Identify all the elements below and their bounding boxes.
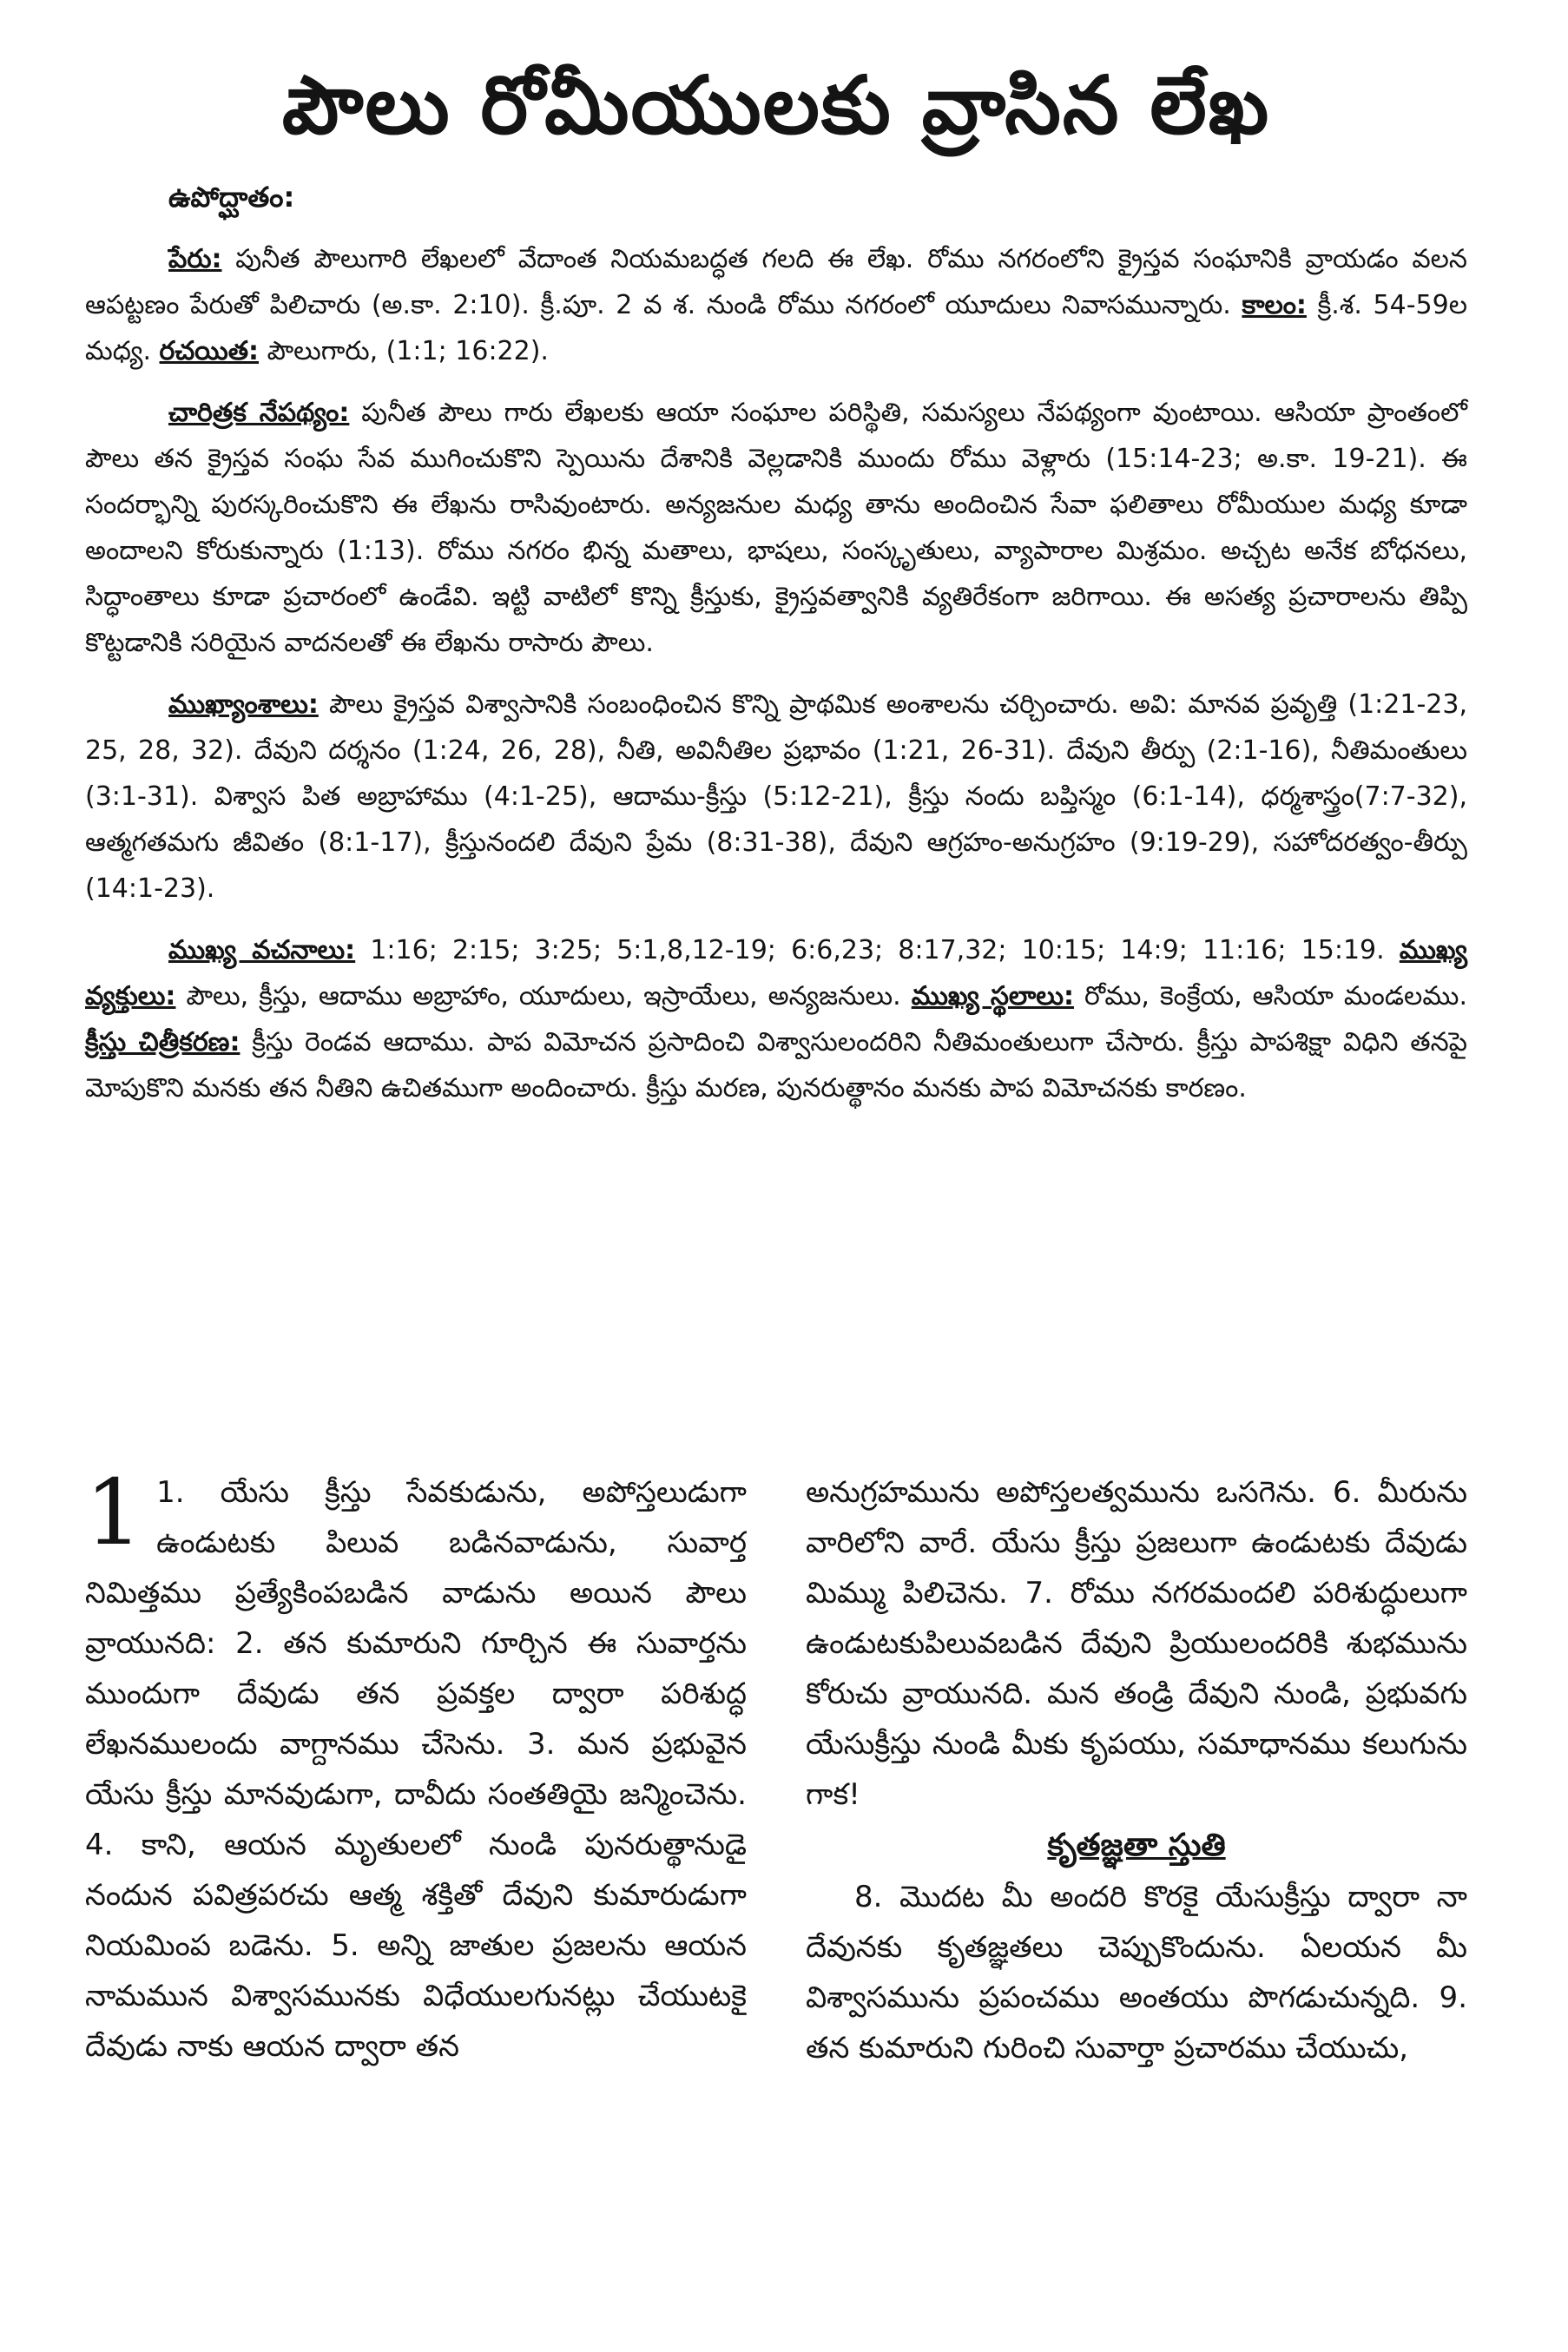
- themes-text: పౌలు క్రైస్తవ విశ్వాసానికి సంబంధించిన కొన్ని ప్రాథమిక అంశాలను చర్చించారు. అవి: మానవ ప్రవృత్తి (1:21-23, 25, 28, 32). దేవుని దర్శనం (1:24, 26, 28), నీతి, అవినీతిల ప్రభావం (1:21, 26-31). దేవుని తీర్పు (2:1-16), నీతిమంతులు (3:1-31). విశ్వాస పిత అబ్రాహాము (4:1-25), ఆదాము-క్రీస్తు (5:12-21), క్రీస్తు నందు బప్తిస్మం (6:1-14), ధర్మశాస్త్రం(7:7-32), ఆత్మగతమగు జీవితం (8:1-17), క్రీస్తునందలి దేవుని ప్రేమ (8:31-38), దేవుని ఆగ్రహం-అనుగ్రహం (9:19-29), సహోదరత్వం-తీర్పు (14:1-23).: [85, 689, 1467, 904]
- time-text: క్రీ.శ. 54-59ల మధ్య.: [85, 290, 1467, 366]
- verses-8-9-text: 8. మొదట మీ అందరి కొరకై యేసుక్రీస్తు ద్వారా నా దేవునకు కృతజ్ఞతలు చెప్పుకొందును. ఏలయన మీ విశ్వాసమును ప్రపంచము అంతయు పొగడుచున్నది. 9. తన కుమారుని గురించి సువార్తా ప్రచారము చేయుచు,: [806, 1880, 1467, 2065]
- page: [85, 0, 1467, 2352]
- christ-portrayal-text: క్రీస్తు రెండవ ఆదాము. పాప విమోచన ప్రసాదించి విశ్వాసులందరిని నీతిమంతులుగా చేసారు. క్రీస్తు పాపశిక్షా విధిని తనపై మోపుకొని మనకు తన నీతిని ఉచితముగా అందించారు. క్రీస్తు మరణ, పునరుత్థానం మనకు పాప విమోచనకు కారణం.: [85, 1027, 1467, 1104]
- introduction: [85, 174, 1467, 1111]
- intro-paragraph-background: [85, 390, 1467, 666]
- key-persons-label: ముఖ్య వ్యక్తులు:: [85, 935, 1467, 1011]
- author-label: రచయిత:: [159, 336, 260, 366]
- chapter-number: 1: [85, 1459, 143, 1565]
- intro-heading: ఉపోద్ఘాతం:: [168, 181, 295, 214]
- left-column: [85, 1459, 747, 2072]
- themes-label: ముఖ్యాంశాలు:: [168, 689, 319, 720]
- right-column: [806, 1467, 1467, 2073]
- name-label: పేరు:: [168, 244, 222, 274]
- key-verses-label: ముఖ్య వచనాలు:: [168, 935, 356, 965]
- author-text: పౌలుగారు, (1:1; 16:22).: [259, 336, 549, 366]
- key-places-label: ముఖ్య స్థలాలు:: [911, 981, 1074, 1011]
- name-text: పునీత పౌలుగారి లేఖలలో వేదాంత నియమబద్ధత గలది ఈ లేఖ. రోము నగరంలోని క్రైస్తవ సంఘానికి వ్రాయడం వలన ఆపట్టణం పేరుతో పిలిచారు (అ.కా. 2:10). క్రీ.పూ. 2 వ శ. నుండి రోము నగరంలో యూదులు నివాసమున్నారు.: [85, 244, 1467, 320]
- verses-5-7-text: అనుగ్రహమును అపోస్తలత్వమును ఒసగెను. 6. మీరును వారిలోని వారే. యేసు క్రీస్తు ప్రజలుగా ఉండుటకు దేవుడు మిమ్ము పిలిచెను. 7. రోము నగరమందలి పరిశుద్ధులుగా ఉండుటకుపిలువబడిన దేవుని ప్రియులందరికి శుభమును కోరుచు వ్రాయునది. మన తండ్రి దేవుని నుండి, ప్రభువగు యేసుక్రీస్తు నుండి మీకు కృపయు, సమాధానము కలుగును గాక!: [806, 1475, 1467, 1812]
- page-title: పౌలు రోమీయులకు వ్రాసిన లేఖ: [281, 59, 1271, 152]
- intro-paragraph-key-facts: [85, 927, 1467, 1111]
- christ-portrayal-label: క్రీస్తు చిత్రీకరణ:: [85, 1027, 240, 1057]
- key-persons-text: పౌలు, క్రీస్తు, ఆదాము అబ్రాహాం, యూదులు, ఇస్రాయేలు, అన్యజనులు.: [175, 981, 912, 1011]
- key-places-text: రోము, కెంక్రేయ, ఆసియా మండలము.: [1073, 981, 1467, 1011]
- background-label: చారిత్రక నేపథ్యం:: [168, 398, 350, 428]
- background-text: పునీత పౌలు గారు లేఖలకు ఆయా సంఘాల పరిస్థితి, సమస్యలు నేపథ్యంగా వుంటాయి. ఆసియా ప్రాంతంలో పౌలు తన క్రైస్తవ సంఘ సేవ ముగించుకొని స్పెయిను దేశానికి వెల్లడానికి ముందు రోము వెళ్లారు (15:14-23; అ.కా. 19-21). ఈ సందర్భాన్ని పురస్కరించుకొని ఈ లేఖను రాసివుంటారు. అన్యజనుల మధ్య తాను అందించిన సేవా ఫలితాలు రోమీయుల మధ్య కూడా అందాలని కోరుకున్నారు (1:13). రోము నగరం భిన్న మతాలు, భాషలు, సంస్కృతులు, వ్యాపారాల మిశ్రమం. అచ్చట అనేక బోధనలు, సిద్ధాంతాలు కూడా ప్రచారంలో ఉండేవి. ఇట్టి వాటిలో కొన్ని క్రీస్తుకు, క్రైస్తవత్వానికి వ్యతిరేకంగా జరిగాయి. ఈ అసత్య ప్రచారాలను తిప్పి కొట్టడానికి సరియైన వాదనలతో ఈ లేఖను రాసారు పౌలు.: [85, 398, 1467, 658]
- chapter-opening-paragraph: [85, 1459, 747, 2072]
- time-label: కాలం:: [1242, 290, 1307, 320]
- chapter-body: [85, 1459, 1467, 2344]
- intro-paragraph-name: [85, 236, 1467, 374]
- verses-1-5-text: 1. యేసు క్రీస్తు సేవకుడును, అపోస్తలుడుగా ఉండుటకు పిలువ బడినవాడును, సువార్త నిమిత్తము ప్రత్యేకింపబడిన వాడును అయిన పౌలు వ్రాయునది: 2. తన కుమారుని గూర్చిన ఈ సువార్తను ముందుగా దేవుడు తన ప్రవక్తల ద్వారా పరిశుద్ధ లేఖనములందు వాగ్దానము చేసెను. 3. మన ప్రభువైన యేసు క్రీస్తు మానవుడుగా, దావీదు సంతతియై జన్మించెను. 4. కాని, ఆయన మృతులలో నుండి పునరుత్థానుడై నందున పవిత్రపరచు ఆత్మ శక్తితో దేవుని కుమారుడుగా నియమింప బడెను. 5. అన్ని జాతుల ప్రజలను ఆయన నామమున విశ్వాసమునకు విధేయులగునట్లు చేయుటకై దేవుడు నాకు ఆయన ద్వారా తన: [85, 1475, 747, 2064]
- intro-paragraph-themes: [85, 682, 1467, 912]
- section-heading-thanksgiving: కృతజ్ఞతా స్తుతి: [1047, 1828, 1226, 1863]
- key-verses-text: 1:16; 2:15; 3:25; 5:1,8,12-19; 6:6,23; 8:17,32; 10:15; 14:9; 11:16; 15:19.: [355, 935, 1400, 965]
